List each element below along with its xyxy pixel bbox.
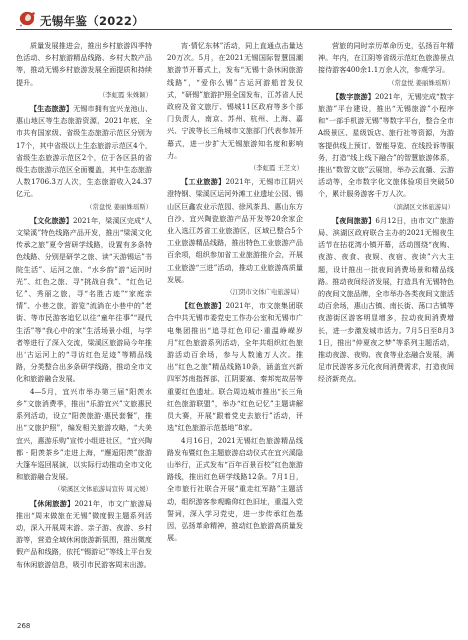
paragraph-text: 营旅的同时亲历革命历史，弘扬百年精神。年内，在江阴等省级示范红色旅游景点接待游客400余1.1万余人次，参观学习。 [318, 41, 454, 75]
entry-heading: 【工业旅游】 [181, 177, 226, 187]
paragraph-text: 4月16日，2021无锡红色旅游精品线路发布暨红色主题旅游启动仪式在宜兴溪隐山举行，正式发布“百年百景百校”红色旅游路线，推出红色研学线路12条。7月1日，全市旅行社联合开展“重走红军路”主题活动，组织游客参观瞻仰红色旧址，重温入党誓词，深入学习党史，进一步传承红色基因，弘扬革命精神，推动红色旅游高质量发展。 [167, 435, 303, 543]
entry-paragraph [318, 91, 454, 201]
text-column-1 [16, 40, 152, 620]
entry-heading: 【夜间旅游】 [332, 215, 376, 225]
paragraph-text: 2021年，市文旅集团联合中共无锡市委党史工作办公室和无锡市广电集团推出“追寻红色印记·重温峥嵘岁月”红色旅游系列活动，全年共组织红色旅游活动百余场，参与人数逾万人次。推出“红色之旅”精品线路10条，涵盖宜兴新四军苏南指挥部、江阴要塞、秦邦宪故居等重要红色遗址。联合周边城市推出“长三角红色旅游联盟”，举办“红色记忆”主题讲解员大赛，开展“跟着党史去旅行”活动，评选“红色旅游示范基地”8家。 [167, 301, 303, 433]
book-title: 无锡年鉴（2022） [40, 14, 145, 28]
source-attribution: （李虹霞 王芝文） [249, 164, 303, 173]
paragraph-text: 6月12日，由市文广旅游局、滨湖区政府联合主办的2021无锡夜生活节在拈花湾小镇开幕，活动围绕“夜购、夜游、夜食、夜娱、夜宿、夜读”六大主题，设计推出一批夜间消费场景和精品线路。推动夜间经济发展，打造具有无锡特色的夜间文旅品牌，全市举办各类夜间文旅活动百余场，惠山古镇、南长街、荡口古镇等夜游街区游客明显增多，拉动夜间消费增长，进一步激发城市活力。7月5日至8月31日，推出“仲夏夜之梦”等系列主题活动，推动夜游、夜购、夜食等业态融合发展，满足市民游客多元化夜间消费需求，打造夜间经济新亮点。 [318, 215, 454, 384]
body-paragraph [167, 40, 303, 162]
page-header [0, 0, 468, 34]
header-rule [16, 29, 452, 30]
text-columns [16, 40, 454, 620]
entry-heading: 【休闲旅游】 [30, 498, 75, 508]
body-paragraph [318, 40, 454, 77]
entry-heading: 【文化旅游】 [30, 215, 73, 225]
ink-splash-logo-icon [17, 9, 37, 29]
paragraph-text: 无锡市拥有宜兴龙池山、惠山地区等生态旅游资源，2021年底，全市共有国家级、省级生态旅游示范区分别为17个，其中省级以上生态旅游示范区4个，省级生态旅游示范区2个，位于各区县的省级生态旅游示范区全面覆盖，其中生态旅游人数1706.3万人次，生态旅游收入24.37亿元。 [16, 104, 152, 199]
entry-paragraph [16, 498, 152, 571]
entry-heading: 【红色旅游】 [181, 301, 226, 311]
body-paragraph [167, 435, 303, 545]
source-attribution: （常盘悦 姜丽姝瑶斯） [86, 202, 152, 211]
entry-paragraph [167, 300, 303, 434]
paragraph-text: 质量发展推进会，推出乡村旅游四季特色活动、乡村旅游精品线路、乡村大数产品等，推动无锡乡村旅游发展全面提质和持续提升。 [16, 41, 152, 87]
source-attribution: （滨湖区文体旅游局） [390, 202, 454, 211]
source-attribution: （李虹霞 朱姝颖） [98, 90, 152, 99]
entry-heading: 【数字旅游】 [332, 91, 375, 101]
source-attribution: （梁溪区文体旅游局宣传 周元媛） [54, 485, 152, 494]
entry-paragraph [16, 103, 152, 201]
source-attribution: （常盘悦 姜丽姝瑶斯） [388, 78, 454, 87]
entry-paragraph [318, 215, 454, 386]
paragraph-text: 2021年，无锡完成“数字旅游”平台建设，推出“无锡旅游”小程序和“一部手机游无锡”等数字平台，整合全市A级景区、星级饭店、旅行社等资源，为游客提供线上预订、智能导览、在线投诉等服务，打造“线上线下融合”的智慧旅游体系，推出“数智文旅”云展馆，举办云直播、云游活动等，全市数字化文旅体验项目突破50个，累计服务游客千万人次。 [318, 91, 454, 199]
text-column-2 [167, 40, 303, 620]
paragraph-text: 2021年，无锡市江阴兴澄特钢、梁溪区运河外滩工业遗址公园、锡山区巨鑫农业示范园、徐风茶具、惠山东方白沙、宜兴陶瓷旅游产品开发等20余家企业入选江苏省工业旅游区，区域已整合5个工业旅游精品线路，推出特色工业旅游产品百余项，组织参加省工业旅游推介会，开展工业旅游“三进”活动，推动工业旅游高质量发展。 [167, 177, 303, 284]
entry-heading: 【生态旅游】 [30, 104, 74, 114]
text-column-3 [318, 40, 454, 620]
page-number: 268 [17, 622, 31, 630]
entry-paragraph [16, 215, 152, 386]
source-attribution: （江阴市文体广电旅游局） [226, 288, 303, 297]
paragraph-text: 2021年，市文广旅游局推出“周末做旅在无锡”微度假主题系列活动，深入开展周末游、亲子游、夜游、乡村游等，营造全域休闲旅游新氛围，推出微度假产品和线路，依托“锡游记”等线上平台发布休闲旅游信息，吸引市民游客周末出游。 [16, 498, 152, 569]
paragraph-text: 4—5月，宜兴市举办第三届“阳羡水乡”文旅消费季，推出“乐游宜兴”文旅惠民系列活动，设立“阳羡旅游·惠民套餐”，推出“文旅护照”，编发相关旅游攻略，“大美宜兴，惠游乐购”宣传小组进社区，“宜兴陶都 · 阳羡茶乡”走进上海，“邂逅阳羡”旅游大篷车巡回展演，以实际行动推动全市文化和旅游融合发展。 [16, 386, 152, 482]
entry-paragraph [167, 176, 303, 286]
paragraph-text: 2021年，梁溪区完成“人文梁溪”特色线路产品开发，推出“梁溪文化传承之旅”夏令营研学线路，设置有多条特色线路、分别是研学之旅、读“天游锡运”书院生活”、运河之旅、“水乡韵”游“运河时光”、红色之旅、寻“挑战自我”、“红色记忆”、秀丽之旅，寻“名胜古迹”“家庭亲情”、小巷之旅，游览“流淌在小巷中的”老街、等市民游客追忆以往“童年往事”“现代生活”等“我心中的家”生活场景小组，与学者等进行了深入交流，梁溪区旅游局今年推出‘古运河上的“寻访红色足迹”等精品线路，分类整合出多条研学线路，推动全市文化和旅游融合发展。 [16, 215, 152, 384]
paragraph-text: 宵·情忆东林”活动，同上直通点击量达20万次。5月，在2021无锡国际智慧国潮旅游节开幕式上，发布“无锡十条休闲旅游线路”，“爱你么锡”古运河游船首发仪式，“研锡”旅游护照全国发布，江苏省人民政府及省文旅厅、锡城11区政府等多个部门负责人，南京、苏州、杭州、上海、嘉兴、宁波等长三角城市文旅部门代表参加开幕式，进一步扩大无锡旅游知名度和影响力。 [167, 41, 303, 160]
body-paragraph [16, 386, 152, 484]
body-paragraph [16, 40, 152, 89]
